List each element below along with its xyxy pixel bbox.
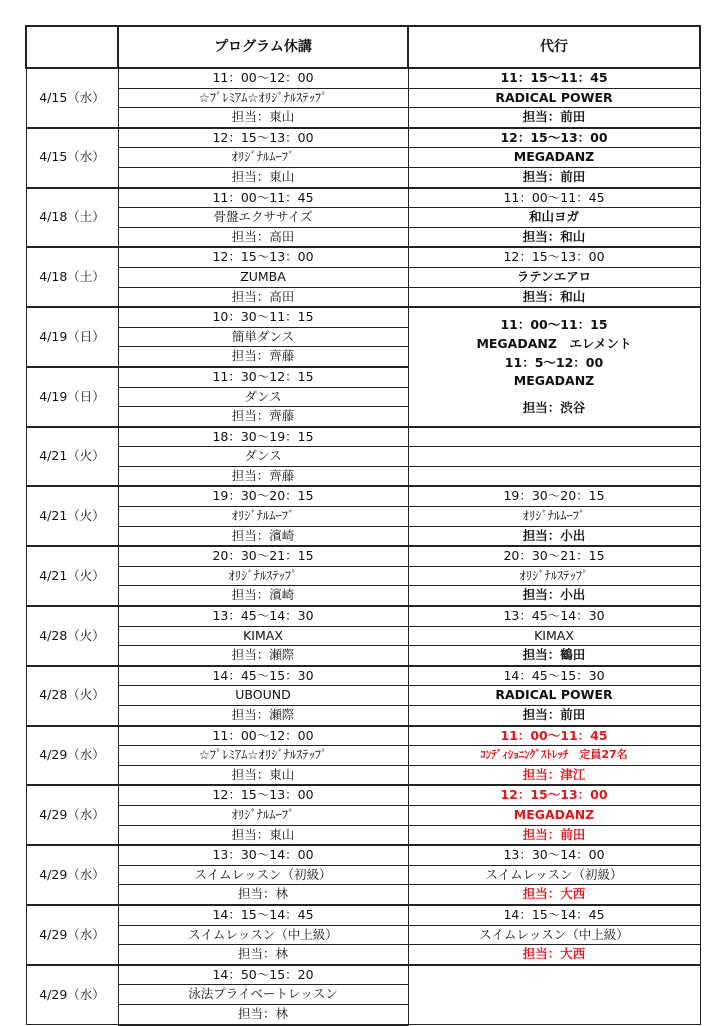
table-row: [26, 447, 700, 467]
sub-name: ｵﾘｼﾞﾅﾙﾑｰﾌﾞ: [408, 507, 700, 527]
program-name: ダンス: [118, 387, 408, 407]
table-row: [26, 805, 700, 825]
sub-name: スイムレッスン（初級）: [408, 865, 700, 885]
date-cell: 4/15（水）: [26, 128, 118, 188]
sub-instructor: 担当：小出: [408, 526, 700, 546]
table-row: [26, 167, 700, 187]
program-instructor: 担当：高田: [118, 227, 408, 247]
table-row: [26, 546, 700, 566]
table-row: [26, 208, 700, 228]
table-row: [26, 666, 700, 686]
table-row: [26, 706, 700, 726]
table-row: [26, 925, 700, 945]
table-row: [26, 486, 700, 506]
program-instructor: 担当：齊藤: [118, 407, 408, 427]
sub-name: ｺﾝﾃﾞｨｼｮﾆﾝｸﾞｽﾄﾚｯﾁ 定員27名: [408, 746, 700, 766]
sub-instructor: [408, 466, 700, 486]
sub-instructor: 担当：津江: [408, 765, 700, 785]
program-time: 14：45～15：30: [118, 666, 408, 686]
program-instructor: 担当：東山: [118, 825, 408, 845]
sub-time: 13：30～14：00: [408, 845, 700, 865]
program-name: ☆ﾌﾟﾚﾐｱﾑ☆ｵﾘｼﾞﾅﾙｽﾃｯﾌﾟ: [118, 746, 408, 766]
program-instructor: 担当：瀬際: [118, 646, 408, 666]
program-name: ☆ﾌﾟﾚﾐｱﾑ☆ｵﾘｼﾞﾅﾙｽﾃｯﾌﾟ: [118, 88, 408, 108]
sub-time: 12：15～13：00: [408, 785, 700, 805]
table-row: [26, 865, 700, 885]
program-name: 骨盤エクササイズ: [118, 208, 408, 228]
program-time: 14：50～15：20: [118, 965, 408, 985]
merged-sub-instructor: 担当：渋谷: [522, 399, 586, 415]
date-cell: 4/28（火）: [26, 666, 118, 726]
table-row: [26, 148, 700, 168]
sub-name: RADICAL POWER: [408, 686, 700, 706]
sub-time: 13：45～14：30: [408, 606, 700, 626]
date-cell: 4/18（土）: [26, 188, 118, 248]
schedule-table: [25, 25, 701, 1026]
table-row: [26, 466, 700, 486]
program-name: スイムレッスン（中上級）: [118, 925, 408, 945]
table-row: [26, 726, 700, 746]
table-row: [26, 825, 700, 845]
date-cell: 4/19（日）: [26, 307, 118, 367]
program-instructor: 担当：林: [118, 945, 408, 965]
program-time: 13：30～14：00: [118, 845, 408, 865]
sub-instructor: 担当：大西: [408, 945, 700, 965]
date-cell: 4/18（土）: [26, 247, 118, 307]
sub-instructor: 担当：前田: [408, 706, 700, 726]
sub-name: ラテンエアロ: [408, 267, 700, 287]
table-row: [26, 586, 700, 606]
sub-instructor: 担当：前田: [408, 167, 700, 187]
date-cell: 4/15（水）: [26, 68, 118, 128]
sub-name: スイムレッスン（中上級）: [408, 925, 700, 945]
program-time: 11：00～12：00: [118, 68, 408, 88]
table-row: [26, 247, 700, 267]
table-row: [26, 905, 700, 925]
program-name: UBOUND: [118, 686, 408, 706]
program-time: 13：45～14：30: [118, 606, 408, 626]
table-row: [26, 227, 700, 247]
table-row: [26, 427, 700, 447]
table-row: [26, 606, 700, 626]
program-instructor: 担当：濱崎: [118, 586, 408, 606]
program-name: KIMAX: [118, 626, 408, 646]
table-row: [26, 845, 700, 865]
program-time: 18：30～19：15: [118, 427, 408, 447]
header-program: プログラム休講: [118, 26, 408, 68]
table-row: [26, 267, 700, 287]
program-instructor: 担当：高田: [118, 287, 408, 307]
sub-time: 14：45～15：30: [408, 666, 700, 686]
table-row: [26, 526, 700, 546]
program-name: ダンス: [118, 447, 408, 467]
sub-time: 12：15～13：00: [408, 128, 700, 148]
table-row: [26, 785, 700, 805]
merged-sub-name-1: MEGADANZ エレメント: [476, 336, 632, 352]
sub-empty: [408, 965, 700, 1025]
sub-instructor: 担当：前田: [408, 108, 700, 128]
sub-instructor: 担当：大西: [408, 885, 700, 905]
sub-time: [408, 427, 700, 447]
date-cell: 4/29（水）: [26, 905, 118, 965]
sub-name: MEGADANZ: [408, 805, 700, 825]
sub-time: 12：15～13：00: [408, 247, 700, 267]
program-time: 14：15～14：45: [118, 905, 408, 925]
table-row: [26, 646, 700, 666]
program-instructor: 担当：東山: [118, 167, 408, 187]
merged-sub-name-2: MEGADANZ: [513, 373, 595, 389]
program-instructor: 担当：東山: [118, 765, 408, 785]
sub-name: 和山ヨガ: [408, 208, 700, 228]
header-row: [26, 26, 700, 68]
sub-instructor: 担当：和山: [408, 227, 700, 247]
date-cell: 4/21（火）: [26, 486, 118, 546]
table-row: [26, 686, 700, 706]
sub-name: RADICAL POWER: [408, 88, 700, 108]
program-time: 19：30～20：15: [118, 486, 408, 506]
program-time: 20：30～21：15: [118, 546, 408, 566]
table-row: [26, 765, 700, 785]
program-instructor: 担当：齊藤: [118, 466, 408, 486]
program-instructor: 担当：林: [118, 1004, 408, 1024]
date-cell: 4/29（水）: [26, 965, 118, 1025]
program-instructor: 担当：齊藤: [118, 347, 408, 367]
sub-instructor: 担当：前田: [408, 825, 700, 845]
date-cell: 4/21（火）: [26, 546, 118, 606]
date-cell: 4/21（火）: [26, 427, 118, 487]
program-name: ｵﾘｼﾞﾅﾙﾑｰﾌﾞ: [118, 507, 408, 527]
program-time: 11：30～12：15: [118, 367, 408, 387]
sub-time: 19：30～20：15: [408, 486, 700, 506]
program-time: 11：00～12：00: [118, 726, 408, 746]
program-name: ZUMBA: [118, 267, 408, 287]
table-row: [26, 88, 700, 108]
table-row: [26, 965, 700, 985]
date-cell: 4/29（水）: [26, 785, 118, 845]
program-name: ｵﾘｼﾞﾅﾙｽﾃｯﾌﾟ: [118, 566, 408, 586]
date-cell: 4/29（水）: [26, 845, 118, 905]
table-row: [26, 307, 700, 327]
table-row: [26, 626, 700, 646]
header-date: [26, 26, 118, 68]
program-time: 12：15～13：00: [118, 785, 408, 805]
table-row: [26, 128, 700, 148]
program-name: 簡単ダンス: [118, 327, 408, 347]
program-name: スイムレッスン（初級）: [118, 865, 408, 885]
merged-substitute-cell: [408, 307, 700, 427]
program-instructor: 担当：濱崎: [118, 526, 408, 546]
program-time: 12：15～13：00: [118, 128, 408, 148]
table-row: [26, 885, 700, 905]
table-row: [26, 507, 700, 527]
sub-instructor: 担当：小出: [408, 586, 700, 606]
program-name: ｵﾘｼﾞﾅﾙﾑｰﾌﾞ: [118, 148, 408, 168]
table-row: [26, 945, 700, 965]
sub-time: 11：00～11：45: [408, 188, 700, 208]
sub-name: MEGADANZ: [408, 148, 700, 168]
table-row: [26, 746, 700, 766]
sub-name: ｵﾘｼﾞﾅﾙｽﾃｯﾌﾟ: [408, 566, 700, 586]
sub-name: [408, 447, 700, 467]
program-instructor: 担当：林: [118, 885, 408, 905]
sub-name: KIMAX: [408, 626, 700, 646]
program-name: ｵﾘｼﾞﾅﾙﾑｰﾌﾞ: [118, 805, 408, 825]
date-cell: 4/28（火）: [26, 606, 118, 666]
merged-sub-time-2: 11：5～12：00: [504, 354, 604, 370]
program-time: 10：30～11：15: [118, 307, 408, 327]
table-row: [26, 287, 700, 307]
program-instructor: 担当：東山: [118, 108, 408, 128]
sub-time: 14：15～14：45: [408, 905, 700, 925]
date-cell: 4/29（水）: [26, 726, 118, 786]
sub-time: 11：00～11：45: [408, 726, 700, 746]
program-time: 11：00～11：45: [118, 188, 408, 208]
table-row: [26, 108, 700, 128]
sub-instructor: 担当：鶴田: [408, 646, 700, 666]
merged-sub-time-1: 11：00～11：15: [500, 317, 608, 333]
table-row: [26, 566, 700, 586]
program-instructor: 担当：瀬際: [118, 706, 408, 726]
header-substitute: 代行: [408, 26, 700, 68]
sub-instructor: 担当：和山: [408, 287, 700, 307]
program-time: 12：15～13：00: [118, 247, 408, 267]
sub-time: 11：15～11：45: [408, 68, 700, 88]
program-name: 泳法プライベートレッスン: [118, 985, 408, 1005]
table-row: [26, 188, 700, 208]
table-row: [26, 68, 700, 88]
sub-time: 20：30～21：15: [408, 546, 700, 566]
date-cell: 4/19（日）: [26, 367, 118, 427]
